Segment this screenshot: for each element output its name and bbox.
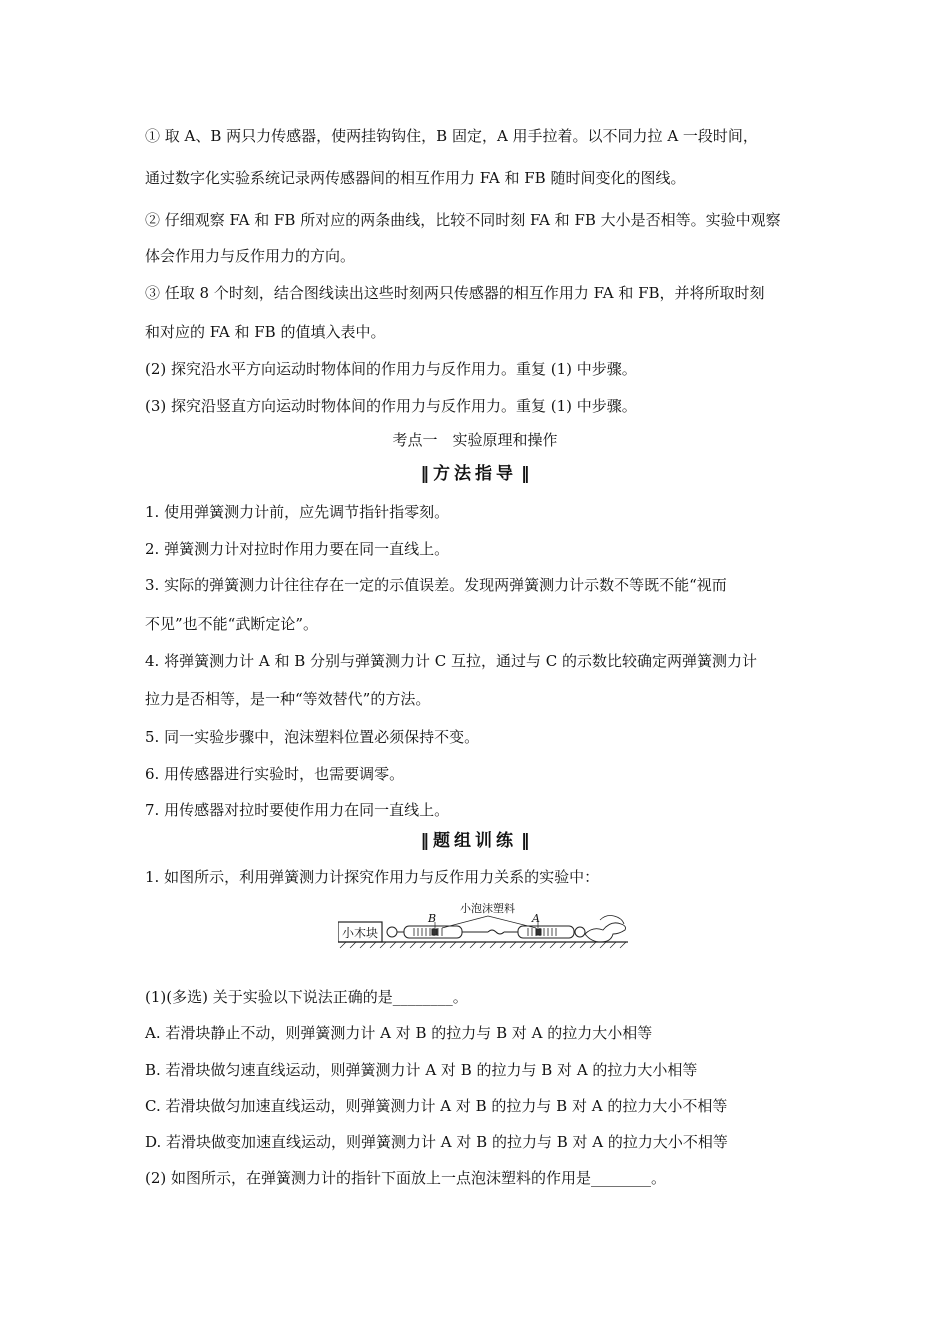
method-3-line-2: 不见”也不能“武断定论”。 xyxy=(145,615,319,633)
step-2-line-2: 体会作用力与反作用力的方向。 xyxy=(145,247,356,265)
option-b: B. 若滑块做匀速直线运动，则弹簧测力计 A 对 B 的拉力与 B 对 A 的拉力大小相等 xyxy=(145,1061,698,1079)
banner-practice xyxy=(0,829,950,853)
method-4-line-1: 4. 将弹簧测力计 A 和 B 分别与弹簧测力计 C 互拉，通过与 C 的示数比较确定两弹簧测力计 xyxy=(145,652,758,670)
figure-label-block: 小木块 xyxy=(342,926,379,940)
method-2: 2. 弹簧测力计对拉时作用力要在同一直线上。 xyxy=(145,540,450,558)
question-2: (2) 如图所示，在弹簧测力计的指针下面放上一点泡沫塑料的作用是________。 xyxy=(145,1169,667,1187)
step-1-line-1: ① 取 A、B 两只力传感器，使两挂钩钩住，B 固定，A 用手拉着。以不同力拉 A 一段时间， xyxy=(145,127,758,145)
question-1: (1)(多选) 关于实验以下说法正确的是________。 xyxy=(145,988,468,1006)
banner-practice-label: 题组训练 xyxy=(433,831,517,851)
section-title: 考点一 实验原理和操作 xyxy=(392,431,558,449)
step-2-line-1: ② 仔细观察 FA 和 FB 所对应的两条曲线，比较不同时刻 FA 和 FB 大小是否相等。实验中观察 xyxy=(145,211,781,229)
banner-bar-right: ‖ xyxy=(521,831,530,851)
question-intro: 1. 如图所示，利用弹簧测力计探究作用力与反作用力关系的实验中： xyxy=(145,868,600,886)
spring-scale-figure xyxy=(338,898,628,954)
method-3-line-1: 3. 实际的弹簧测力计往往存在一定的示值误差。发现两弹簧测力计示数不等既不能“视而 xyxy=(145,576,727,594)
method-6: 6. 用传感器进行实验时，也需要调零。 xyxy=(145,765,405,783)
paragraph-3: (3) 探究沿竖直方向运动时物体间的作用力与反作用力。重复 (1) 中步骤。 xyxy=(145,397,637,415)
figure-label-b: B xyxy=(428,912,437,925)
banner-bar-left: ‖ xyxy=(420,464,429,484)
step-1-line-2: 通过数字化实验系统记录两传感器间的相互作用力 FA 和 FB 随时间变化的图线。 xyxy=(145,169,686,187)
figure-label-foam: 小泡沫塑料 xyxy=(460,902,515,915)
banner-method xyxy=(0,462,950,486)
banner-bar-left: ‖ xyxy=(420,831,429,851)
option-d: D. 若滑块做变加速直线运动，则弹簧测力计 A 对 B 的拉力与 B 对 A 的拉力大小不相等 xyxy=(145,1133,728,1151)
banner-bar-right: ‖ xyxy=(521,464,530,484)
method-7: 7. 用传感器对拉时要使作用力在同一直线上。 xyxy=(145,801,450,819)
method-4-line-2: 拉力是否相等，是一种“等效替代”的方法。 xyxy=(145,690,431,708)
option-c: C. 若滑块做匀加速直线运动，则弹簧测力计 A 对 B 的拉力与 B 对 A 的拉力大小不相等 xyxy=(145,1097,728,1115)
step-3-line-2: 和对应的 FA 和 FB 的值填入表中。 xyxy=(145,323,386,341)
method-5: 5. 同一实验步骤中，泡沫塑料位置必须保持不变。 xyxy=(145,728,480,746)
banner-method-label: 方法指导 xyxy=(433,464,517,484)
method-1: 1. 使用弹簧测力计前，应先调节指针指零刻。 xyxy=(145,503,450,521)
step-3-line-1: ③ 任取 8 个时刻，结合图线读出这些时刻两只传感器的相互作用力 FA 和 FB，并将所取时刻 xyxy=(145,284,765,302)
figure-label-a: A xyxy=(532,912,540,925)
option-a: A. 若滑块静止不动，则弹簧测力计 A 对 B 的拉力与 B 对 A 的拉力大小相等 xyxy=(145,1024,653,1042)
paragraph-2: (2) 探究沿水平方向运动时物体间的作用力与反作用力。重复 (1) 中步骤。 xyxy=(145,360,637,378)
